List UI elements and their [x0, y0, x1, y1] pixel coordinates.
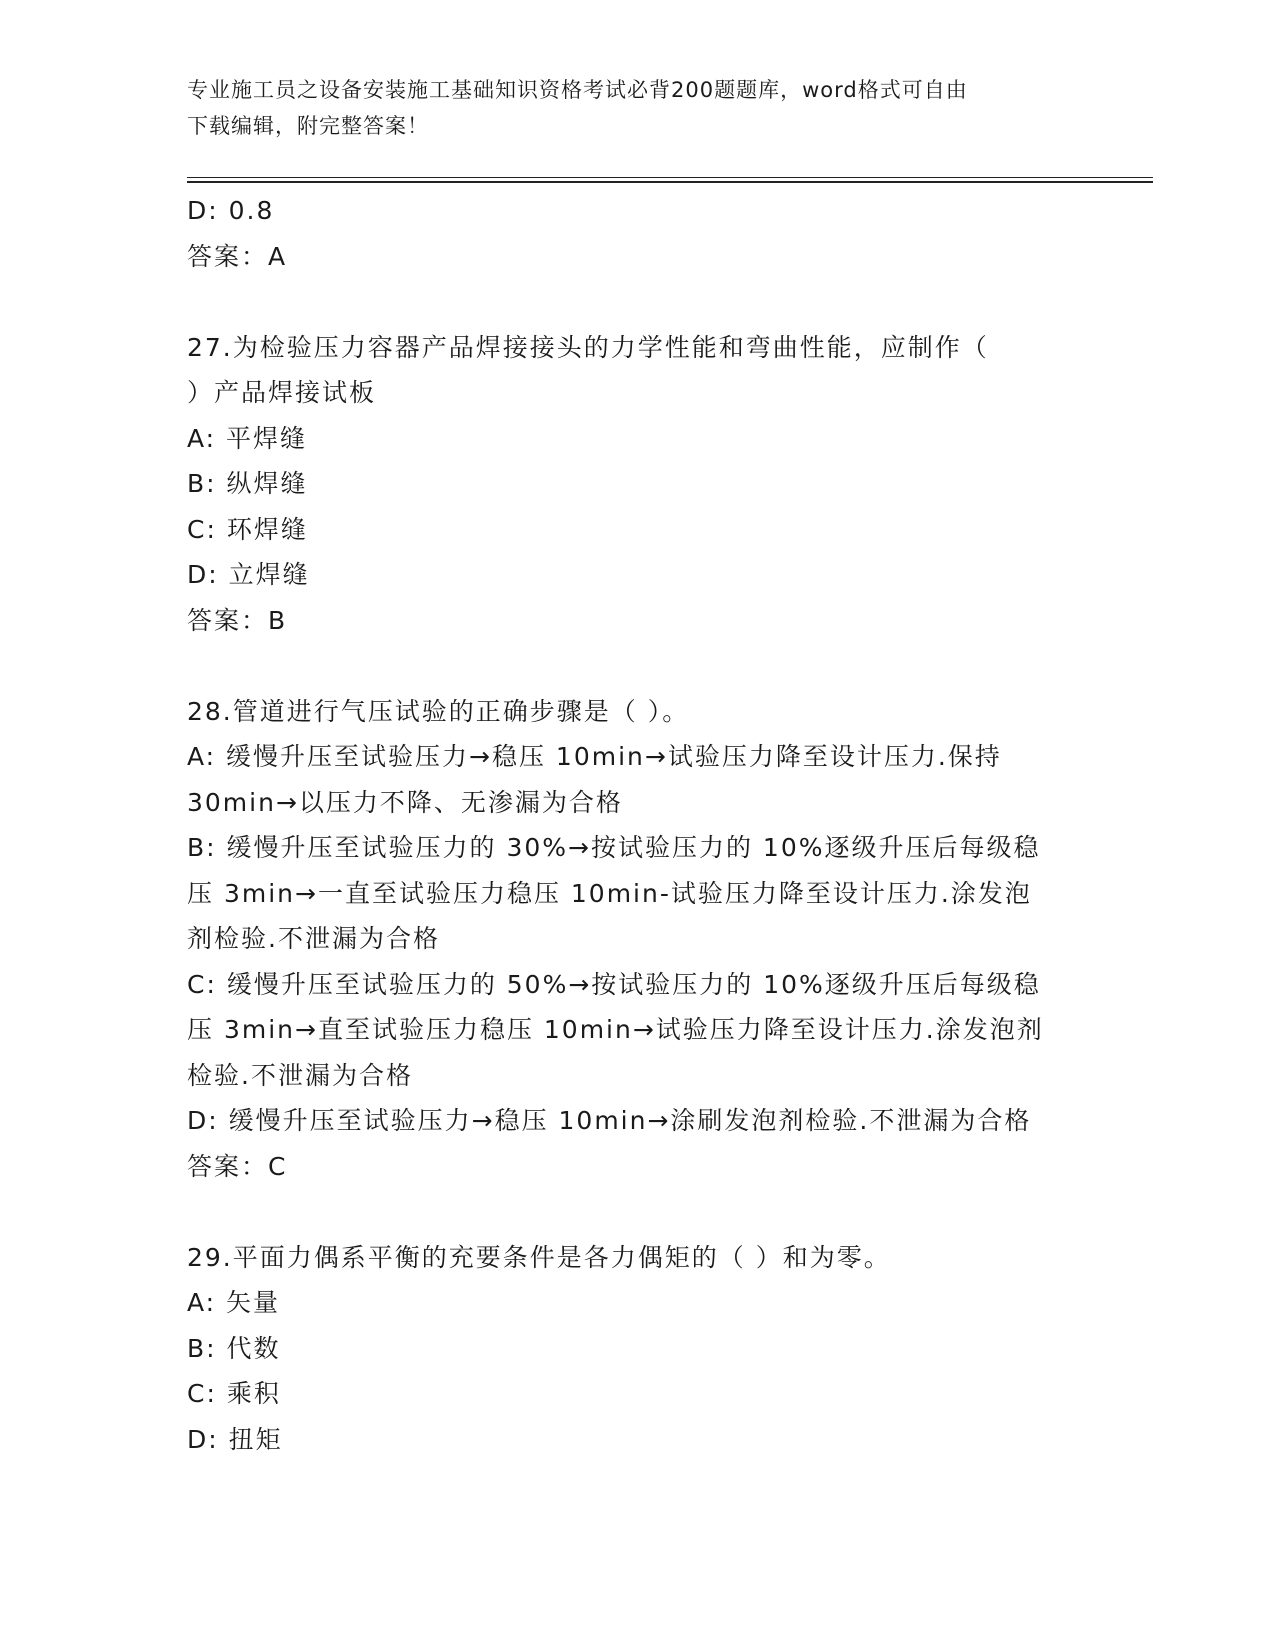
option-d: D: 0.8 [187, 196, 275, 225]
option-line: C: 缓慢升压至试验压力的 50%→按试验压力的 10%逐级升压后每级稳 [187, 969, 1041, 999]
stem-line: 29.平面力偶系平衡的充要条件是各力偶矩的（ ）和为零。 [187, 1242, 891, 1272]
option-d: D: 扭矩 [187, 1424, 283, 1454]
option-line: B: 缓慢升压至试验压力的 30%→按试验压力的 10%逐级升压后每级稳 [187, 833, 1041, 862]
question-content [187, 188, 1087, 1462]
question-29 [187, 1235, 1087, 1463]
header-line-1: 专业施工员之设备安装施工基础知识资格考试必背200题题库，word格式可自由 [187, 78, 968, 102]
option-a [187, 734, 1087, 825]
previous-question-tail [187, 188, 1087, 279]
stem-line: ）产品焊接试板 [187, 378, 377, 407]
option-line: 压 3min→直至试验压力稳压 10min→试验压力降至设计压力.涂发泡剂 [187, 1015, 1044, 1044]
answer-line: 答案：B [187, 605, 288, 635]
question-stem [187, 1235, 1087, 1281]
option-line: 30min→以压力不降、无渗漏为合格 [187, 787, 623, 817]
option-line: 压 3min→一直至试验压力稳压 10min-试验压力降至设计压力.涂发泡 [187, 878, 1032, 908]
option-c: C: 乘积 [187, 1379, 281, 1408]
answer-line: 答案：A [187, 241, 288, 271]
question-28 [187, 689, 1087, 1190]
question-stem [187, 325, 1087, 416]
option-b [187, 825, 1087, 962]
header-line-2: 下载编辑，附完整答案！ [187, 114, 429, 138]
header-divider-thick [187, 181, 1153, 183]
stem-line: 27.为检验压力容器产品焊接接头的力学性能和弯曲性能，应制作（ [187, 332, 989, 362]
option-line: 检验.不泄漏为合格 [187, 1060, 413, 1090]
option-b: B: 代数 [187, 1333, 281, 1363]
option-a: A: 矢量 [187, 1288, 281, 1317]
option-c: C: 环焊缝 [187, 514, 308, 544]
option-line: D: 缓慢升压至试验压力→稳压 10min→涂刷发泡剂检验.不泄漏为合格 [187, 1106, 1032, 1135]
option-b: B: 纵焊缝 [187, 469, 308, 498]
option-d [187, 1098, 1087, 1144]
stem-line: 28.管道进行气压试验的正确步骤是（ ）。 [187, 696, 690, 726]
option-line: 剂检验.不泄漏为合格 [187, 924, 440, 953]
question-27 [187, 325, 1087, 644]
option-c [187, 962, 1087, 1099]
answer-line: 答案：C [187, 1151, 288, 1181]
option-a: A: 平焊缝 [187, 423, 308, 453]
option-line: A: 缓慢升压至试验压力→稳压 10min→试验压力降至设计压力.保持 [187, 742, 1002, 771]
question-stem [187, 689, 1087, 735]
page-header [187, 72, 1087, 144]
header-divider-thin [187, 177, 1153, 178]
option-d: D: 立焊缝 [187, 560, 310, 589]
